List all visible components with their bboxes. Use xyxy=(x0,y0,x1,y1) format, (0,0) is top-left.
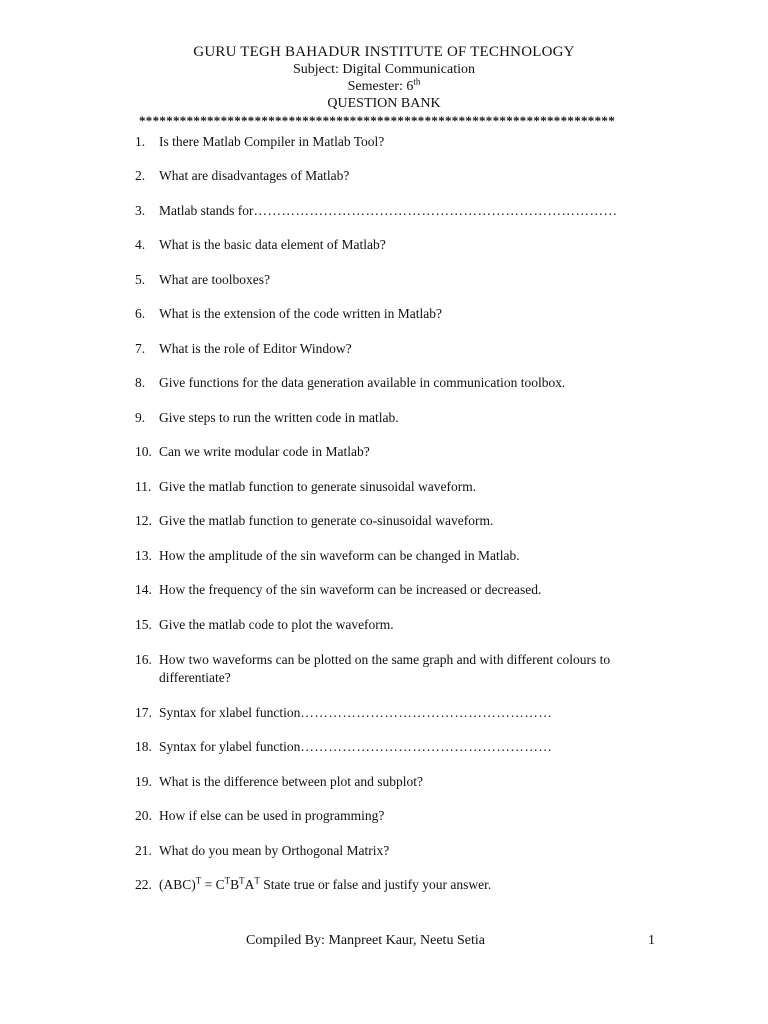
semester-text: Semester: 6 xyxy=(347,79,414,94)
question-number: 14. xyxy=(135,582,152,597)
question-text: What are disadvantages of Matlab? xyxy=(159,168,350,183)
formula-abc: (ABC) xyxy=(159,877,196,892)
question-text xyxy=(159,202,659,220)
question-number: 1. xyxy=(135,134,146,149)
question-number: 9. xyxy=(135,410,146,425)
question-text: Give the matlab function to generate co-sinusoidal waveform. xyxy=(159,513,494,528)
question-text xyxy=(159,876,659,894)
question-number: 21. xyxy=(135,843,152,858)
question-text-body: Matlab stands for xyxy=(159,203,254,218)
question-number: 7. xyxy=(135,341,146,356)
question-text: What is the role of Editor Window? xyxy=(159,341,352,356)
page-number: 1 xyxy=(648,933,655,948)
question-text: Give the matlab code to plot the waveform. xyxy=(159,617,394,632)
question-text: How if else can be used in programming? xyxy=(159,808,385,823)
question-number: 11. xyxy=(135,479,152,494)
question-text: How two waveforms can be plotted on the same graph and with different colours to differentiate? xyxy=(159,652,611,685)
compiled-by: Compiled By: Manpreet Kaur, Neetu Setia xyxy=(246,933,485,948)
question-text: What is the extension of the code written in Matlab? xyxy=(159,306,443,321)
question-text-body: Syntax for ylabel function xyxy=(159,739,301,754)
question-number: 10. xyxy=(135,444,152,459)
question-text: What are toolboxes? xyxy=(159,272,270,287)
superscript-t: T xyxy=(224,875,231,886)
question-text xyxy=(159,738,659,756)
question-text xyxy=(159,704,659,722)
question-number: 2. xyxy=(135,168,146,183)
formula-a: A xyxy=(244,877,255,892)
semester-line xyxy=(0,78,768,95)
question-text: Give functions for the data generation available in communication toolbox. xyxy=(159,375,566,390)
question-number: 15. xyxy=(135,617,152,632)
question-number: 8. xyxy=(135,375,146,390)
question-number: 5. xyxy=(135,272,146,287)
question-text-body: State true or false and justify your answer. xyxy=(259,877,492,892)
question-number: 22. xyxy=(135,877,152,892)
document-header xyxy=(0,44,768,112)
question-text: What is the basic data element of Matlab? xyxy=(159,237,386,252)
question-text: How the frequency of the sin waveform can be increased or decreased. xyxy=(159,582,542,597)
formula-b: B xyxy=(230,877,240,892)
answer-dots: ……………………………………………… xyxy=(300,739,553,754)
semester-suffix: th xyxy=(413,76,421,87)
question-text: What is the difference between plot and subplot? xyxy=(159,774,424,789)
question-number: 19. xyxy=(135,774,152,789)
superscript-t: T xyxy=(239,875,245,886)
answer-dots: ……………………………………………… xyxy=(300,705,553,720)
question-text: Can we write modular code in Matlab? xyxy=(159,444,370,459)
question-text: What do you mean by Orthogonal Matrix? xyxy=(159,843,390,858)
question-number: 18. xyxy=(135,739,152,754)
superscript-t: T xyxy=(195,875,202,886)
question-text-body: Syntax for xlabel function xyxy=(159,705,301,720)
document-title: QUESTION BANK xyxy=(327,96,441,111)
formula-eq: = C xyxy=(201,877,225,892)
question-number: 20. xyxy=(135,808,152,823)
question-number: 12. xyxy=(135,513,152,528)
answer-dots: …………………………………………………………………… xyxy=(253,203,618,218)
question-number: 3. xyxy=(135,203,146,218)
separator-line: ********************************************************************** xyxy=(139,114,615,127)
question-text: How the amplitude of the sin waveform can be changed in Matlab. xyxy=(159,548,520,563)
question-number: 4. xyxy=(135,237,146,252)
question-number: 16. xyxy=(135,652,152,667)
subject-line: Subject: Digital Communication xyxy=(293,62,475,77)
question-number: 17. xyxy=(135,705,152,720)
question-number: 13. xyxy=(135,548,152,563)
question-number: 6. xyxy=(135,306,146,321)
institute-name: GURU TEGH BAHADUR INSTITUTE OF TECHNOLOGY xyxy=(193,44,575,60)
question-text: Is there Matlab Compiler in Matlab Tool? xyxy=(159,134,385,149)
question-text: Give steps to run the written code in matlab. xyxy=(159,410,399,425)
superscript-t: T xyxy=(254,875,260,886)
question-text: Give the matlab function to generate sinusoidal waveform. xyxy=(159,479,477,494)
